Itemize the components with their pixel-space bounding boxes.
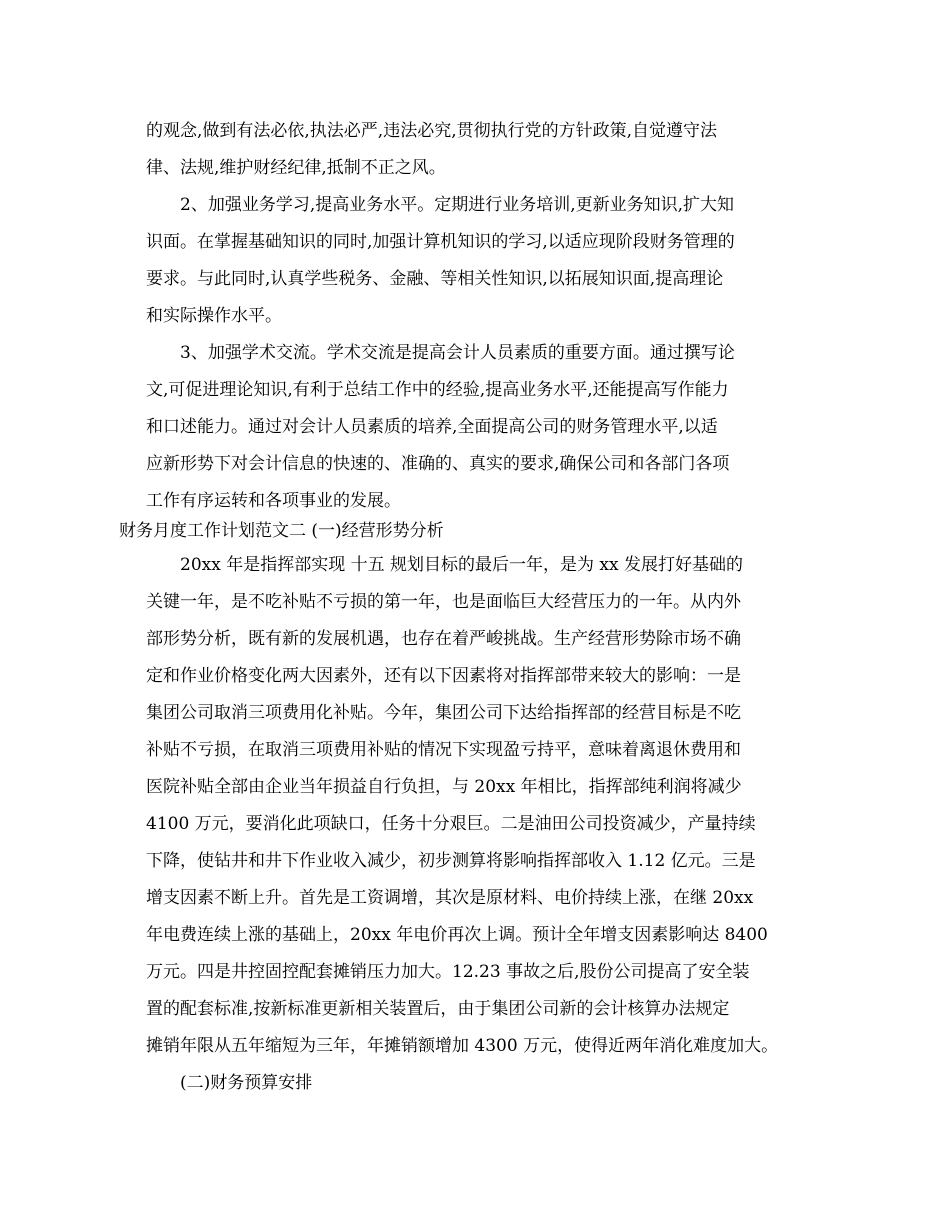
text-line: 应新形势下对会计信息的快速的、准确的、真实的要求,确保公司和各部门各项 — [146, 454, 730, 474]
text-line: 要求。与此同时,认真学些税务、金融、等相关性知识,以拓展知识面,提高理论 — [146, 269, 724, 289]
text-line: 增支因素不断上升。首先是工资调增，其次是原材料、电价持续上涨，在继 20xx — [146, 888, 754, 908]
text-line: 工作有序运转和各项事业的发展。 — [146, 491, 401, 511]
text-line: 和口述能力。通过对会计人员素质的培养,全面提高公司的财务管理水平,以适 — [146, 417, 718, 437]
text-line: 定和作业价格变化两大因素外，还有以下因素将对指挥部带来较大的影响：一是 — [146, 666, 741, 686]
text-line: 万元。四是井控固控配套摊销压力加大。12.23 事故之后,股份公司提高了安全装 — [146, 962, 750, 982]
text-line: 集团公司取消三项费用化补贴。今年，集团公司下达给指挥部的经营目标是不吃 — [146, 703, 741, 723]
text-line: 摊销年限从五年缩短为三年，年摊销额增加 4300 万元，使得近两年消化难度加大。 — [146, 1036, 779, 1056]
text-line: 识面。在掌握基础知识的同时,加强计算机知识的学习,以适应现阶段财务管理的 — [146, 232, 735, 252]
section-heading: 财务月度工作计划范文二 (一)经营形势分析 — [119, 521, 444, 541]
text-line: 置的配套标准,按新标准更新相关装置后，由于集团公司新的会计核算办法规定 — [146, 999, 730, 1019]
text-line: 年电费连续上涨的基础上，20xx 年电价再次上调。预计全年增支因素影响达 8400 — [146, 925, 768, 945]
text-line: 下降，使钻井和井下作业收入减少，初步测算将影响指挥部收入 1.12 亿元。三是 — [146, 851, 756, 871]
text-line: 3、加强学术交流。学术交流是提高会计人员素质的重要方面。通过撰写论 — [180, 343, 735, 363]
text-line: 律、法规,维护财经纪律,抵制不正之风。 — [146, 158, 446, 178]
text-line: 2、加强业务学习,提高业务水平。定期进行业务培训,更新业务知识,扩大知 — [180, 195, 735, 215]
text-line: 部形势分析，既有新的发展机遇，也存在着严峻挑战。生产经营形势除市场不确 — [146, 629, 741, 649]
text-line: 的观念,做到有法必依,执法必严,违法必究,贯彻执行党的方针政策,自觉遵守法 — [146, 121, 718, 141]
text-line: 4100 万元，要消化此项缺口，任务十分艰巨。二是油田公司投资减少，产量持续 — [146, 814, 756, 834]
text-line: 文,可促进理论知识,有利于总结工作中的经验,提高业务水平,还能提高写作能力 — [146, 380, 729, 400]
text-line: 医院补贴全部由企业当年损益自行负担，与 20xx 年相比，指挥部纯利润将减少 — [146, 777, 742, 797]
text-line: 和实际操作水平。 — [146, 306, 282, 326]
section-heading: (二)财务预算安排 — [180, 1073, 313, 1093]
text-line: 补贴不亏损，在取消三项费用补贴的情况下实现盈亏持平，意味着离退休费用和 — [146, 740, 741, 760]
text-line: 关键一年，是不吃补贴不亏损的第一年，也是面临巨大经营压力的一年。从内外 — [146, 592, 741, 612]
text-line: 20xx 年是指挥部实现 十五 规划目标的最后一年，是为 xx 发展打好基础的 — [180, 555, 743, 575]
